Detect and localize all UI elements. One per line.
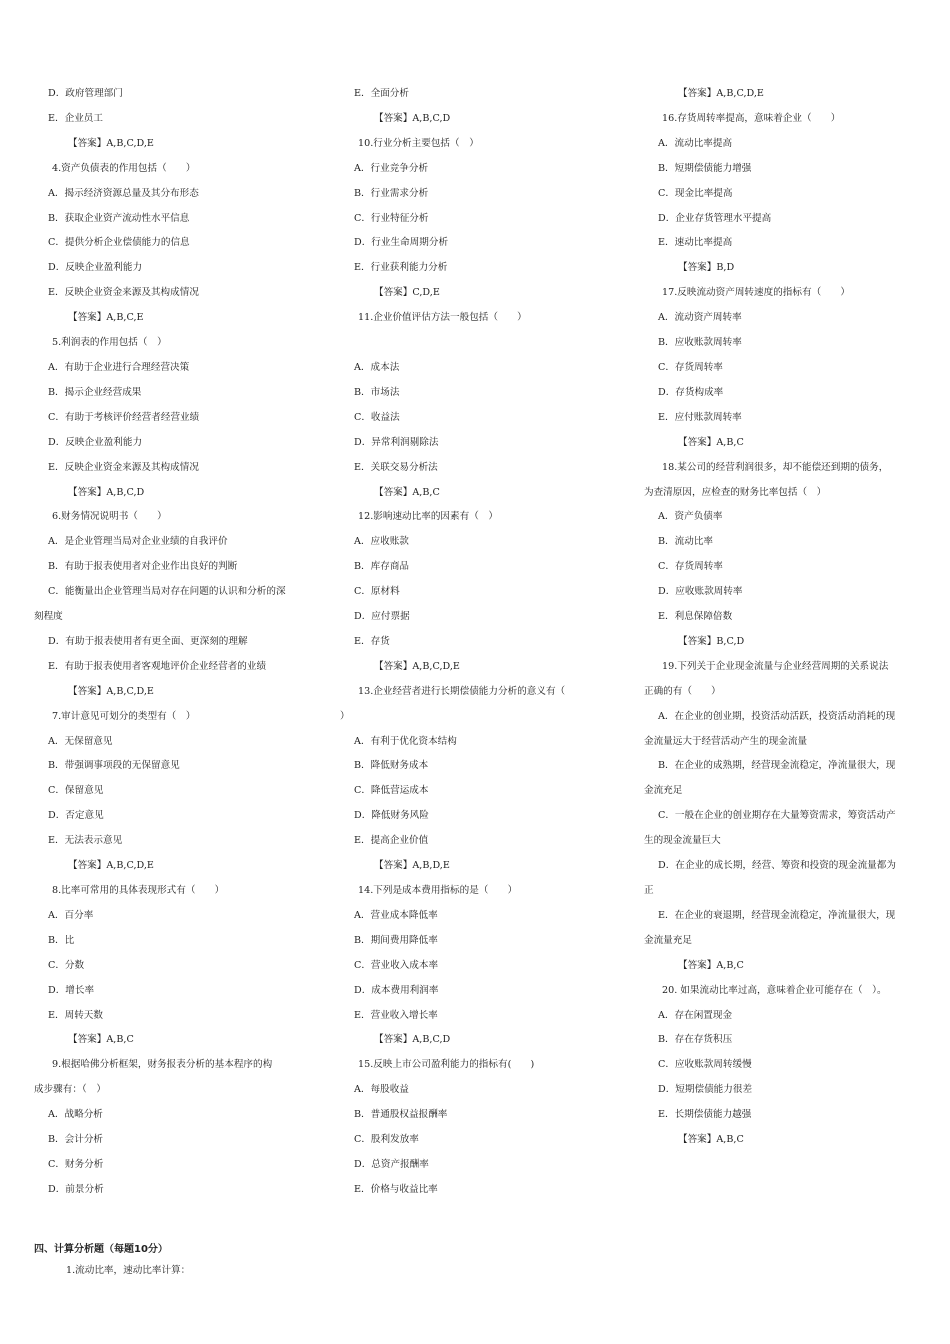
option-line: A．存在闲置现金	[658, 1009, 733, 1021]
question-line: 9.根据哈佛分析框架，财务报表分析的基本程序的构	[52, 1059, 273, 1071]
option-line: E．周转天数	[48, 1009, 103, 1021]
option-line: A．战略分析	[48, 1109, 103, 1121]
option-line: D．存货构成率	[658, 386, 724, 398]
option-line: E．营业收入增长率	[354, 1009, 438, 1021]
answer-line: 【答案】A,B,C,E	[68, 312, 144, 324]
option-line: E．在企业的衰退期，经营现金流稳定，净流量很大，现	[658, 909, 896, 921]
option-line: D．增长率	[48, 984, 95, 996]
question-line: 11.企业价值评估方法一般包括（ ）	[358, 312, 527, 324]
question-line: 8.比率可常用的具体表现形式有（ ）	[52, 885, 225, 896]
option-line: A．百分率	[48, 909, 94, 921]
option-line: A．行业竞争分析	[354, 162, 429, 174]
answer-line: 【答案】A,B,C,D,E	[68, 860, 154, 872]
answer-line: 【答案】A,B,C,D	[68, 486, 145, 498]
column-middle	[340, 82, 610, 1203]
question-line: 7.审计意见可划分的类型有（ ）	[52, 710, 196, 722]
option-line: B．普通股权益报酬率	[354, 1109, 448, 1121]
option-line: D．在企业的成长期，经营、筹资和投资的现金流量都为	[658, 860, 896, 872]
option-line: B．带强调事项段的无保留意见	[48, 760, 180, 772]
option-line: E．有助于报表使用者客观地评价企业经营者的业绩	[48, 660, 267, 672]
calculation-section	[34, 1240, 190, 1282]
option-line: C．有助于考核评价经营者经营业绩	[48, 411, 200, 423]
option-line: C．存货周转率	[658, 361, 723, 373]
option-line: B．有助于报表使用者对企业作出良好的判断	[48, 561, 238, 573]
option-line: D．政府管理部门	[48, 88, 123, 99]
option-line: A．有利于优化资本结构	[354, 735, 457, 747]
option-line: B．期间费用降低率	[354, 934, 438, 946]
continuation-line: 正确的有（ ）	[644, 685, 721, 697]
question-line: 20. 如果流动比率过高，意味着企业可能存在（ ）。	[662, 984, 887, 996]
answer-line: 【答案】A,B,C	[678, 1134, 744, 1146]
answer-line: 【答案】A,B,C,D	[374, 112, 451, 124]
option-line: A．是企业管理当局对企业业绩的自我评价	[48, 536, 228, 548]
option-line: B．行业需求分析	[354, 187, 429, 199]
option-line: C．提供分析企业偿债能力的信息	[48, 237, 190, 249]
option-line: D．总资产报酬率	[354, 1158, 429, 1170]
option-line: E．反映企业资金来源及其构成情况	[48, 287, 199, 299]
answer-line: 【答案】A,B,C,D,E	[68, 137, 154, 149]
option-line: D．短期偿债能力很差	[658, 1084, 753, 1096]
option-line: A．无保留意见	[48, 735, 113, 747]
option-line: E．长期偿债能力越强	[658, 1109, 752, 1121]
question-line: 19.下列关于企业现金流量与企业经营周期的关系说法	[662, 660, 889, 672]
option-line: D．降低财务风险	[354, 810, 429, 822]
option-line: C．分数	[48, 959, 85, 971]
option-line: A．资产负债率	[658, 511, 723, 523]
option-line: E．应付账款周转率	[658, 411, 742, 423]
answer-line: 【答案】A,B,C	[678, 959, 744, 971]
continuation-line: 金流量充足	[644, 934, 692, 946]
option-line: B．比	[48, 934, 75, 946]
option-line: C．保留意见	[48, 785, 104, 797]
option-line: B．在企业的成熟期，经营现金流稳定，净流量很大，现	[658, 760, 896, 772]
answer-line: 【答案】A,B,C,D,E	[678, 88, 764, 99]
option-line: A．成本法	[354, 361, 400, 373]
option-line: D．前景分析	[48, 1183, 104, 1195]
section-heading: 四、计算分析题（每题10分）	[34, 1244, 168, 1255]
option-line: C．现金比率提高	[658, 187, 733, 199]
option-line: E．价格与收益比率	[354, 1183, 438, 1195]
option-line: A．有助于企业进行合理经营决策	[48, 361, 190, 373]
question-line: 12.影响速动比率的因素有（ ）	[358, 511, 498, 523]
option-line: C．财务分析	[48, 1158, 104, 1170]
option-line: A．营业成本降低率	[354, 909, 438, 921]
option-line: B．降低财务成本	[354, 760, 429, 772]
option-line: D．异常利润剔除法	[354, 436, 439, 448]
section-question: 1.流动比率，速动比率计算：	[66, 1265, 191, 1276]
option-line: A．流动比率提高	[658, 137, 733, 149]
continuation-line: 刻程度	[34, 611, 63, 623]
option-line: A．应收账款	[354, 536, 409, 548]
answer-line: 【答案】A,B,C,D	[374, 1034, 451, 1046]
option-line: C．降低营运成本	[354, 785, 429, 797]
option-line: D．应付票据	[354, 611, 410, 623]
option-line: B．会计分析	[48, 1134, 104, 1146]
option-line: D．反映企业盈利能力	[48, 436, 143, 448]
blank-line	[340, 331, 610, 356]
option-line: E．提高企业价值	[354, 835, 429, 847]
option-line: C．一般在企业的创业期存在大量筹资需求，筹资活动产	[658, 810, 896, 822]
question-line: 13.企业经营者进行长期偿债能力分析的意义有（	[358, 685, 566, 697]
option-line: A．在企业的创业期，投资活动活跃，投资活动消耗的现	[658, 710, 896, 722]
option-line: E．利息保障倍数	[658, 611, 733, 623]
option-line: A．流动资产周转率	[658, 312, 742, 324]
answer-line: 【答案】A,B,C,D,E	[68, 685, 154, 697]
option-line: D．应收账款周转率	[658, 586, 743, 598]
option-line: E．反映企业资金来源及其构成情况	[48, 461, 199, 473]
option-line: C．行业特征分析	[354, 212, 429, 224]
question-line: 17.反映流动资产周转速度的指标有（ ）	[662, 287, 850, 299]
option-line: C．股利发放率	[354, 1134, 419, 1146]
option-line: E．存货	[354, 635, 390, 647]
option-line: B．应收账款周转率	[658, 337, 742, 349]
continuation-line: 金流量远大于经营活动产生的现金流量	[644, 735, 808, 747]
option-line: C．存货周转率	[658, 561, 723, 573]
option-line: E．企业员工	[48, 112, 103, 124]
option-line: B．短期偿债能力增强	[658, 162, 752, 174]
answer-line: 【答案】C,D,E	[374, 287, 440, 299]
option-line: E．速动比率提高	[658, 237, 733, 249]
option-line: B．存在存货积压	[658, 1034, 733, 1046]
continuation-line: 生的现金流量巨大	[644, 835, 721, 847]
question-line: 5.利润表的作用包括（ ）	[52, 337, 167, 349]
answer-line: 【答案】A,B,C	[678, 436, 744, 448]
answer-line: 【答案】B,D	[678, 262, 735, 274]
option-line: B．流动比率	[658, 536, 714, 548]
answer-line: 【答案】A,B,C	[68, 1034, 134, 1046]
option-line: A．每股收益	[354, 1084, 409, 1096]
continuation-line: ）	[340, 710, 350, 722]
option-line: C．原材料	[354, 586, 400, 598]
question-line: 16.存货周转率提高，意味着企业（ ）	[662, 112, 841, 124]
question-line: 10.行业分析主要包括（ ）	[358, 137, 479, 149]
option-line: E．全面分析	[354, 88, 409, 99]
option-line: E．关联交易分析法	[354, 461, 438, 473]
continuation-line: 为查清原因，应检查的财务比率包括（ ）	[644, 486, 827, 498]
answer-line: 【答案】A,B,C	[374, 486, 440, 498]
option-line: E．行业获利能力分析	[354, 262, 448, 274]
option-line: D．成本费用利润率	[354, 984, 439, 996]
option-line: B．揭示企业经营成果	[48, 386, 142, 398]
option-line: A．揭示经济资源总量及其分布形态	[48, 187, 199, 199]
continuation-line: 正	[644, 885, 654, 896]
option-line: D．行业生命周期分析	[354, 237, 449, 249]
answer-line: 【答案】A,B,C,D,E	[374, 660, 460, 672]
column-left	[34, 82, 314, 1203]
continuation-line: 金流充足	[644, 785, 683, 797]
option-line: C．能衡量出企业管理当局对存在问题的认识和分析的深	[48, 586, 286, 598]
option-line: D．反映企业盈利能力	[48, 262, 143, 274]
question-line: 18.某公司的经营利润很多，却不能偿还到期的债务，	[662, 461, 889, 473]
option-line: D．企业存货管理水平提高	[658, 212, 772, 224]
continuation-line: 成步骤有：（ ）	[34, 1084, 106, 1096]
option-line: C．营业收入成本率	[354, 959, 439, 971]
option-line: D．否定意见	[48, 810, 104, 822]
question-line: 6.财务情况说明书（ ）	[52, 511, 167, 523]
option-line: D．有助于报表使用者有更全面、更深刻的理解	[48, 635, 248, 647]
option-line: E．无法表示意见	[48, 835, 123, 847]
question-line: 4.资产负债表的作用包括（ ）	[52, 162, 196, 174]
option-line: B．市场法	[354, 386, 400, 398]
option-line: C．收益法	[354, 411, 400, 423]
column-right	[644, 82, 924, 1153]
option-line: B．库存商品	[354, 561, 410, 573]
option-line: B．获取企业资产流动性水平信息	[48, 212, 190, 224]
option-line: C．应收账款周转缓慢	[658, 1059, 752, 1071]
answer-line: 【答案】B,C,D	[678, 635, 745, 647]
question-line: 14.下列是成本费用指标的是（ ）	[358, 885, 518, 896]
answer-line: 【答案】A,B,D,E	[374, 860, 450, 872]
question-line: 15.反映上市公司盈利能力的指标有( )	[358, 1059, 535, 1071]
